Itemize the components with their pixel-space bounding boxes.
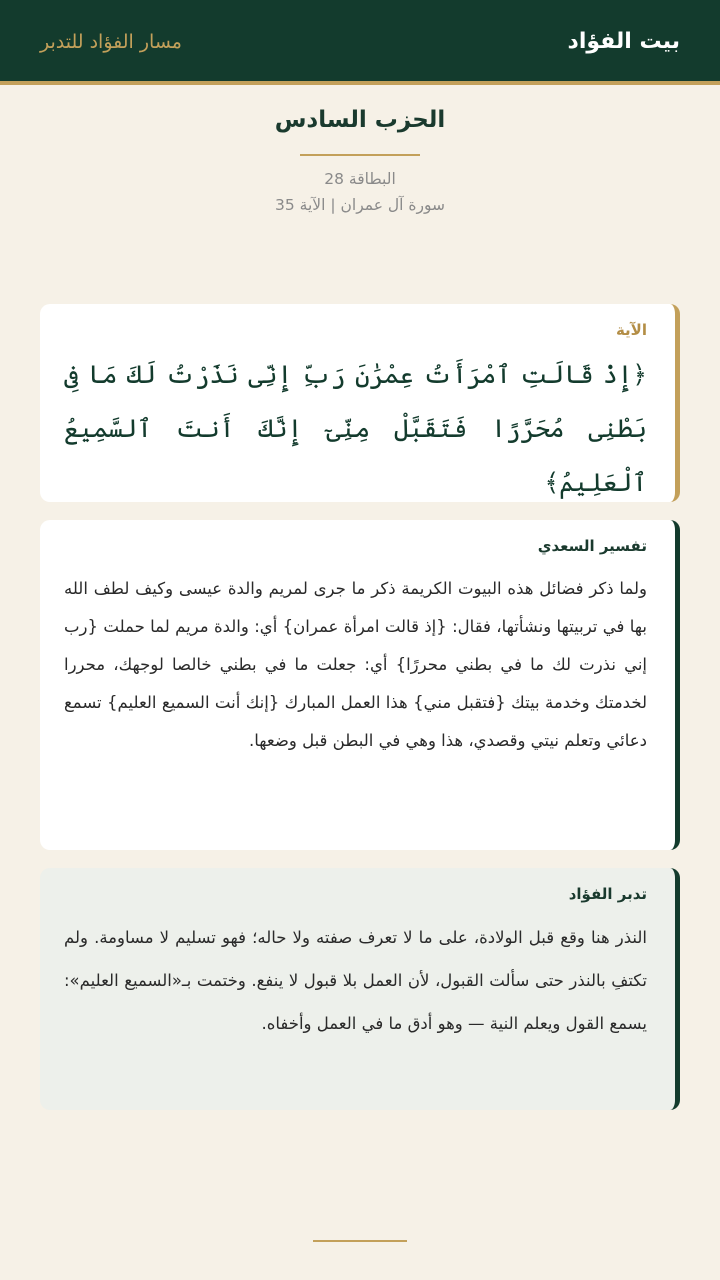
app-brand-title[interactable]: بيت الفؤاد xyxy=(567,29,680,54)
ayah-card xyxy=(40,304,680,502)
tafsir-text: ولما ذكر فضائل هذه البيوت الكريمة ذكر ما جرى لمريم والدة عيسى وكيف لطف الله بها في تربيتها ونشأتها، فقال: {إذ قالت امرأة عمران} أي: والدة مريم لما حملت {رب إني نذرت لك ما في بطني محررًا} أي: جعلت ما في بطني خالصا لوجهك، محررا لخدمتك وخدمة بيتك {فتقبل مني} هذا العمل المبارك {إنك أنت السميع العليم} تسمع دعائي وتعلم نيتي وقصدي، هذا وهي في البطن قبل وضعها. xyxy=(64,579,647,750)
ayah-card-label: الآية xyxy=(615,321,647,339)
card-header xyxy=(0,100,720,218)
card-number: البطاقة 28 xyxy=(324,170,396,188)
top-app-bar xyxy=(0,0,720,85)
tadabbur-text: النذر هنا وقع قبل الولادة، على ما لا تعرف صفته ولا حاله؛ فهو تسليم لا مساومة. ولم تكتفِ بالنذر حتى سألت القبول، لأن العمل بلا قبول لا ينفع. وختمت بـ«السميع العليم»: يسمع القول ويعلم النية — وهو أدق ما في العمل وأخفاه. xyxy=(64,928,647,1033)
tadabbur-card xyxy=(40,868,680,1110)
ayah-text: ﴿إِذْ قَالَتِ ٱمْرَأَتُ عِمْرَٰنَ رَبِّ إِنِّى نَذَرْتُ لَكَ مَا فِى بَطْنِى مُحَرَّرًا فَتَقَبَّلْ مِنِّىٓ إِنَّكَ أَنتَ ٱلسَّمِيعُ ٱلْعَلِيمُ﴾ xyxy=(64,360,647,497)
surah-reference: سورة آل عمران | الآية 35 xyxy=(275,196,445,214)
tafsir-card-label: تفسير السعدي xyxy=(537,537,647,555)
tadabbur-path-link[interactable]: مسار الفؤاد للتدبر xyxy=(40,31,182,53)
tafsir-card xyxy=(40,520,680,850)
hizb-title: الحزب السادس xyxy=(274,107,446,133)
tadabbur-card-label: تدبر الفؤاد xyxy=(568,885,647,903)
header-divider xyxy=(300,154,420,156)
bottom-divider xyxy=(313,1240,407,1242)
